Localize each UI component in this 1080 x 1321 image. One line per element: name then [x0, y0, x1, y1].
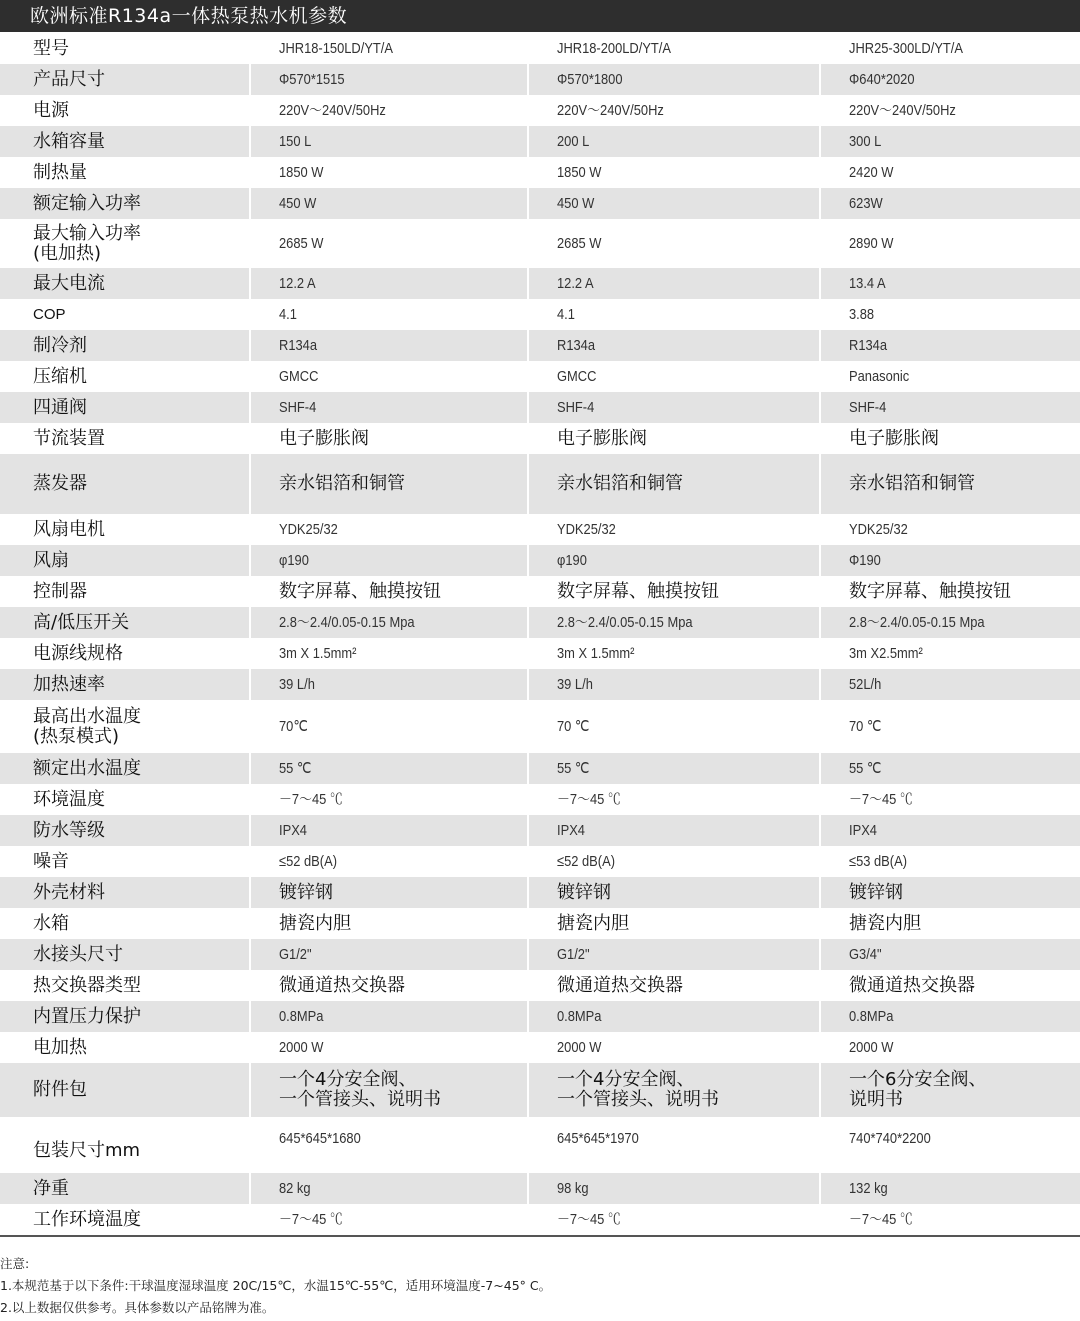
spec-value-model-1: [250, 638, 528, 669]
spec-value-model-1: [250, 669, 528, 700]
spec-value-text: －7～45 ℃: [849, 790, 913, 808]
spec-value-text: 3m X 1.5mm²: [557, 644, 635, 662]
spec-value-text: －7～45 ℃: [279, 1210, 343, 1228]
spec-value-model-2: [528, 939, 820, 970]
spec-value-model-2: [528, 753, 820, 784]
spec-label: 高/低压开关: [0, 607, 250, 638]
notes-line-2: 2.以上数据仅供参考。具体参数以产品铭牌为准。: [0, 1300, 275, 1315]
spec-value-text: Panasonic: [849, 367, 910, 385]
spec-value-model-3: [820, 1063, 1080, 1117]
spec-value-text: G3/4": [849, 945, 882, 963]
spec-value-model-2: [528, 700, 820, 753]
spec-value-model-1: [250, 545, 528, 576]
table-row: [0, 361, 1080, 392]
spec-label: 水箱容量: [0, 126, 250, 157]
spec-value-model-1: [250, 1063, 528, 1117]
table-row: [0, 1204, 1080, 1235]
table-row: [0, 877, 1080, 908]
spec-value-text: －7～45 ℃: [557, 790, 621, 808]
spec-value-text: 450 W: [279, 194, 317, 212]
spec-value-model-1: [250, 877, 528, 908]
spec-value-text: 4.1: [279, 305, 297, 323]
spec-value-text: SHF-4: [557, 398, 595, 416]
spec-value-text: 150 L: [279, 132, 312, 150]
spec-value-model-3: [820, 454, 1080, 514]
table-row: [0, 126, 1080, 157]
spec-value-model-1: [250, 846, 528, 877]
table-row: [0, 423, 1080, 454]
spec-value-text: 220V～240V/50Hz: [849, 101, 956, 119]
spec-value-text: 镀锌钢: [557, 881, 611, 903]
spec-value-text: 645*645*1970: [557, 1130, 639, 1147]
spec-value-model-2: [528, 545, 820, 576]
spec-value-model-3: [820, 753, 1080, 784]
spec-value-text: －7～45 ℃: [279, 790, 343, 808]
spec-value-text: SHF-4: [279, 398, 317, 416]
spec-value-text: IPX4: [279, 821, 307, 839]
spec-value-text: －7～45 ℃: [557, 1210, 621, 1228]
table-row: [0, 1117, 1080, 1173]
spec-value-model-1: [250, 514, 528, 545]
spec-label: 防水等级: [0, 815, 250, 846]
spec-value-model-3: [820, 939, 1080, 970]
spec-value-text: Φ640*2020: [849, 70, 915, 88]
spec-label: 风扇电机: [0, 514, 250, 545]
spec-value-text: 1850 W: [557, 163, 602, 181]
table-row: [0, 669, 1080, 700]
spec-value-model-1: [250, 423, 528, 454]
spec-value-model-3: [820, 299, 1080, 330]
spec-label: 电源线规格: [0, 638, 250, 669]
spec-value-text: 55 ℃: [849, 759, 882, 777]
spec-value-text: 12.2 A: [279, 274, 316, 292]
spec-value-model-2: [528, 64, 820, 95]
spec-label: 产品尺寸: [0, 64, 250, 95]
spec-value-text: 2000 W: [849, 1038, 894, 1056]
spec-value-text: IPX4: [557, 821, 585, 839]
spec-value-model-1: [250, 939, 528, 970]
table-row: [0, 970, 1080, 1001]
spec-value-text: 740*740*2200: [849, 1130, 931, 1147]
spec-value-model-2: [528, 669, 820, 700]
spec-label: 热交换器类型: [0, 970, 250, 1001]
table-row: [0, 454, 1080, 514]
spec-value-model-1: [250, 753, 528, 784]
spec-value-model-1: [250, 299, 528, 330]
notes-section: [0, 1253, 1080, 1319]
spec-label: 蒸发器: [0, 454, 250, 514]
spec-value-text: 39 L/h: [279, 675, 315, 693]
table-row: [0, 638, 1080, 669]
spec-value-text: 电子膨胀阀: [849, 427, 939, 449]
spec-value-model-3: [820, 126, 1080, 157]
spec-value-text: 2890 W: [849, 234, 894, 252]
spec-value-model-2: [528, 846, 820, 877]
spec-value-text: 2000 W: [557, 1038, 602, 1056]
table-bottom-rule: [0, 1235, 1080, 1237]
spec-value-text: JHR18-200LD/YT/A: [557, 39, 672, 57]
spec-value-model-3: [820, 361, 1080, 392]
table-row: [0, 846, 1080, 877]
spec-value-model-2: [528, 268, 820, 299]
spec-value-model-1: [250, 219, 528, 268]
notes-heading: 注意:: [0, 1256, 30, 1271]
spec-label: 制热量: [0, 157, 250, 188]
spec-label: 外壳材料: [0, 877, 250, 908]
table-row: [0, 299, 1080, 330]
spec-value-text: 电子膨胀阀: [279, 427, 369, 449]
table-row: [0, 514, 1080, 545]
spec-value-text: Φ570*1800: [557, 70, 623, 88]
spec-label: 电源: [0, 95, 250, 126]
table-row: [0, 939, 1080, 970]
spec-value-text: 微通道热交换器: [557, 974, 683, 996]
spec-value-model-2: [528, 970, 820, 1001]
spec-value-model-1: [250, 454, 528, 514]
spec-value-model-3: [820, 908, 1080, 939]
spec-value-text: 450 W: [557, 194, 595, 212]
spec-value-model-2: [528, 1117, 820, 1173]
spec-value-model-1: [250, 188, 528, 219]
spec-value-model-2: [528, 157, 820, 188]
spec-value-model-1: [250, 784, 528, 815]
spec-value-model-3: [820, 700, 1080, 753]
spec-value-text: 数字屏幕、触摸按钮: [849, 580, 1011, 602]
spec-value-model-3: [820, 545, 1080, 576]
spec-value-model-1: [250, 607, 528, 638]
table-row: [0, 64, 1080, 95]
spec-value-text: 3m X2.5mm²: [849, 644, 923, 662]
spec-label: 水箱: [0, 908, 250, 939]
spec-value-model-1: [250, 157, 528, 188]
spec-value-text: 搪瓷内胆: [557, 912, 629, 934]
spec-value-text: G1/2": [557, 945, 590, 963]
spec-value-text: Φ190: [849, 551, 881, 569]
spec-value-text: 2000 W: [279, 1038, 324, 1056]
spec-value-text: 镀锌钢: [849, 881, 903, 903]
table-row: [0, 1032, 1080, 1063]
table-row: [0, 95, 1080, 126]
spec-value-model-1: [250, 908, 528, 939]
spec-value-model-3: [820, 607, 1080, 638]
spec-value-text: 0.8MPa: [557, 1007, 602, 1025]
spec-value-model-2: [528, 219, 820, 268]
spec-value-text: 55 ℃: [557, 759, 590, 777]
spec-label: COP: [0, 299, 250, 330]
spec-label: 额定输入功率: [0, 188, 250, 219]
spec-value-text: 3.88: [849, 305, 875, 323]
spec-value-model-3: [820, 330, 1080, 361]
spec-value-model-1: [250, 330, 528, 361]
spec-value-model-1: [250, 268, 528, 299]
table-row: [0, 157, 1080, 188]
spec-value-model-2: [528, 454, 820, 514]
spec-value-model-3: [820, 784, 1080, 815]
spec-value-text: ≤52 dB(A): [557, 852, 615, 870]
spec-value-model-3: [820, 1117, 1080, 1173]
spec-value-model-3: [820, 1032, 1080, 1063]
notes-line-1: 1.本规范基于以下条件:干球温度湿球温度 20C/15℃，水温15℃-55℃，适用环境温度-7~45° C。: [0, 1278, 552, 1293]
spec-value-text: ≤52 dB(A): [279, 852, 337, 870]
spec-value-model-3: [820, 157, 1080, 188]
spec-value-text: 70 ℃: [849, 717, 882, 735]
spec-label: 电加热: [0, 1032, 250, 1063]
spec-value-text: 300 L: [849, 132, 882, 150]
spec-value-text: JHR25-300LD/YT/A: [849, 39, 964, 57]
spec-value-text: 数字屏幕、触摸按钮: [279, 580, 441, 602]
spec-value-model-3: [820, 514, 1080, 545]
spec-value-text: ≤53 dB(A): [849, 852, 907, 870]
spec-value-model-2: [528, 392, 820, 423]
spec-value-model-2: [528, 33, 820, 64]
spec-value-model-1: [250, 361, 528, 392]
spec-label: 最大输入功率 (电加热): [0, 219, 250, 268]
spec-value-model-2: [528, 607, 820, 638]
spec-value-text: 220V～240V/50Hz: [557, 101, 664, 119]
spec-label: 环境温度: [0, 784, 250, 815]
spec-value-text: 2.8～2.4/0.05-0.15 Mpa: [279, 613, 415, 631]
spec-value-model-1: [250, 1173, 528, 1204]
spec-label: 最大电流: [0, 268, 250, 299]
spec-label: 压缩机: [0, 361, 250, 392]
spec-value-model-1: [250, 126, 528, 157]
spec-value-model-2: [528, 361, 820, 392]
spec-value-model-2: [528, 784, 820, 815]
table-row: [0, 392, 1080, 423]
spec-value-model-3: [820, 268, 1080, 299]
spec-value-model-2: [528, 126, 820, 157]
spec-value-text: 2.8～2.4/0.05-0.15 Mpa: [557, 613, 693, 631]
spec-value-model-1: [250, 576, 528, 607]
spec-value-model-2: [528, 95, 820, 126]
spec-value-text: 13.4 A: [849, 274, 886, 292]
spec-value-text: YDK25/32: [849, 520, 908, 538]
spec-value-model-1: [250, 392, 528, 423]
spec-label: 净重: [0, 1173, 250, 1204]
spec-value-text: 12.2 A: [557, 274, 594, 292]
spec-value-model-3: [820, 33, 1080, 64]
spec-value-text: 亲水铝箔和铜管: [279, 473, 405, 494]
spec-value-text: SHF-4: [849, 398, 887, 416]
spec-label: 包装尺寸mm: [0, 1117, 250, 1173]
spec-value-model-2: [528, 514, 820, 545]
spec-value-text: 2685 W: [279, 234, 324, 252]
table-row: [0, 784, 1080, 815]
spec-value-model-2: [528, 1204, 820, 1235]
spec-value-text: YDK25/32: [279, 520, 338, 538]
spec-value-text: 98 kg: [557, 1179, 589, 1197]
spec-value-text: Φ570*1515: [279, 70, 345, 88]
spec-value-text: φ190: [279, 551, 309, 569]
table-row: [0, 268, 1080, 299]
spec-value-model-2: [528, 638, 820, 669]
spec-value-text: IPX4: [849, 821, 877, 839]
spec-value-model-1: [250, 95, 528, 126]
spec-value-text: 70℃: [279, 717, 308, 735]
table-row: [0, 753, 1080, 784]
spec-value-text: 微通道热交换器: [279, 974, 405, 996]
spec-value-model-1: [250, 64, 528, 95]
spec-label: 噪音: [0, 846, 250, 877]
spec-value-model-3: [820, 638, 1080, 669]
spec-value-text: GMCC: [557, 367, 597, 385]
spec-value-text: 220V～240V/50Hz: [279, 101, 386, 119]
spec-value-model-1: [250, 970, 528, 1001]
spec-value-model-1: [250, 1032, 528, 1063]
spec-label: 额定出水温度: [0, 753, 250, 784]
spec-value-text: 0.8MPa: [849, 1007, 894, 1025]
spec-value-model-2: [528, 815, 820, 846]
table-row: [0, 33, 1080, 64]
spec-value-text: 3m X 1.5mm²: [279, 644, 357, 662]
spec-value-model-3: [820, 970, 1080, 1001]
spec-value-model-3: [820, 815, 1080, 846]
spec-value-model-3: [820, 392, 1080, 423]
spec-value-text: G1/2": [279, 945, 312, 963]
spec-value-text: R134a: [279, 336, 318, 354]
spec-label: 最高出水温度 (热泵模式): [0, 700, 250, 753]
spec-value-text: R134a: [849, 336, 888, 354]
spec-value-model-2: [528, 1001, 820, 1032]
spec-value-text: 82 kg: [279, 1179, 311, 1197]
spec-value-model-3: [820, 877, 1080, 908]
spec-value-text: 搪瓷内胆: [849, 912, 921, 934]
spec-value-model-3: [820, 219, 1080, 268]
spec-value-text: 2420 W: [849, 163, 894, 181]
spec-value-text: 70 ℃: [557, 717, 590, 735]
spec-value-text: 亲水铝箔和铜管: [849, 473, 975, 494]
spec-value-text: 电子膨胀阀: [557, 427, 647, 449]
spec-value-model-3: [820, 669, 1080, 700]
spec-value-model-2: [528, 908, 820, 939]
spec-value-model-2: [528, 576, 820, 607]
spec-value-model-3: [820, 1204, 1080, 1235]
spec-value-text: 2.8～2.4/0.05-0.15 Mpa: [849, 613, 985, 631]
spec-value-model-1: [250, 1001, 528, 1032]
spec-value-model-3: [820, 188, 1080, 219]
spec-label: 制冷剂: [0, 330, 250, 361]
table-row: [0, 330, 1080, 361]
spec-label: 节流装置: [0, 423, 250, 454]
spec-label: 附件包: [0, 1063, 250, 1117]
table-row: [0, 219, 1080, 268]
spec-value-model-2: [528, 1063, 820, 1117]
spec-value-model-2: [528, 188, 820, 219]
spec-value-model-2: [528, 423, 820, 454]
table-row: [0, 1063, 1080, 1117]
spec-value-text: YDK25/32: [557, 520, 616, 538]
spec-value-model-1: [250, 1117, 528, 1173]
spec-value-model-3: [820, 64, 1080, 95]
spec-value-model-3: [820, 1173, 1080, 1204]
spec-value-model-2: [528, 877, 820, 908]
spec-value-text: GMCC: [279, 367, 319, 385]
spec-label: 型号: [0, 33, 250, 64]
spec-value-text: 39 L/h: [557, 675, 593, 693]
spec-label: 工作环境温度: [0, 1204, 250, 1235]
spec-table: [0, 33, 1080, 1235]
table-row: [0, 700, 1080, 753]
spec-value-text: 一个4分安全阀、 一个管接头、说明书: [557, 1069, 719, 1110]
spec-value-text: 0.8MPa: [279, 1007, 324, 1025]
spec-value-text: 645*645*1680: [279, 1130, 361, 1147]
spec-value-text: 4.1: [557, 305, 575, 323]
spec-value-model-2: [528, 299, 820, 330]
table-row: [0, 908, 1080, 939]
page-title: 欧洲标准R134a一体热泵热水机参数: [0, 0, 1080, 32]
spec-value-text: 52L/h: [849, 675, 882, 693]
spec-value-text: 1850 W: [279, 163, 324, 181]
spec-value-text: －7～45 ℃: [849, 1210, 913, 1228]
spec-value-model-2: [528, 1173, 820, 1204]
spec-label: 内置压力保护: [0, 1001, 250, 1032]
table-row: [0, 607, 1080, 638]
table-row: [0, 815, 1080, 846]
spec-value-model-2: [528, 1032, 820, 1063]
spec-value-text: 镀锌钢: [279, 881, 333, 903]
spec-value-model-2: [528, 330, 820, 361]
table-row: [0, 188, 1080, 219]
table-row: [0, 1173, 1080, 1204]
spec-value-model-1: [250, 700, 528, 753]
spec-value-text: 623W: [849, 194, 883, 212]
spec-value-text: 2685 W: [557, 234, 602, 252]
spec-value-text: 132 kg: [849, 1179, 888, 1197]
spec-value-text: JHR18-150LD/YT/A: [279, 39, 394, 57]
spec-value-model-1: [250, 33, 528, 64]
spec-value-model-1: [250, 815, 528, 846]
spec-value-text: 微通道热交换器: [849, 974, 975, 996]
spec-value-text: 搪瓷内胆: [279, 912, 351, 934]
spec-value-model-3: [820, 95, 1080, 126]
spec-label: 风扇: [0, 545, 250, 576]
spec-value-model-3: [820, 1001, 1080, 1032]
spec-label: 加热速率: [0, 669, 250, 700]
table-row: [0, 545, 1080, 576]
spec-value-text: 数字屏幕、触摸按钮: [557, 580, 719, 602]
spec-label: 水接头尺寸: [0, 939, 250, 970]
spec-label: 控制器: [0, 576, 250, 607]
spec-value-text: 55 ℃: [279, 759, 312, 777]
spec-label: 四通阀: [0, 392, 250, 423]
table-row: [0, 1001, 1080, 1032]
spec-value-model-3: [820, 576, 1080, 607]
table-row: [0, 576, 1080, 607]
spec-value-text: 亲水铝箔和铜管: [557, 473, 683, 494]
spec-value-text: 一个6分安全阀、 说明书: [849, 1069, 987, 1110]
spec-value-model-3: [820, 846, 1080, 877]
spec-value-model-1: [250, 1204, 528, 1235]
spec-value-text: 200 L: [557, 132, 590, 150]
spec-value-text: 一个4分安全阀、 一个管接头、说明书: [279, 1069, 441, 1110]
spec-value-text: φ190: [557, 551, 587, 569]
spec-value-text: R134a: [557, 336, 596, 354]
spec-value-model-3: [820, 423, 1080, 454]
